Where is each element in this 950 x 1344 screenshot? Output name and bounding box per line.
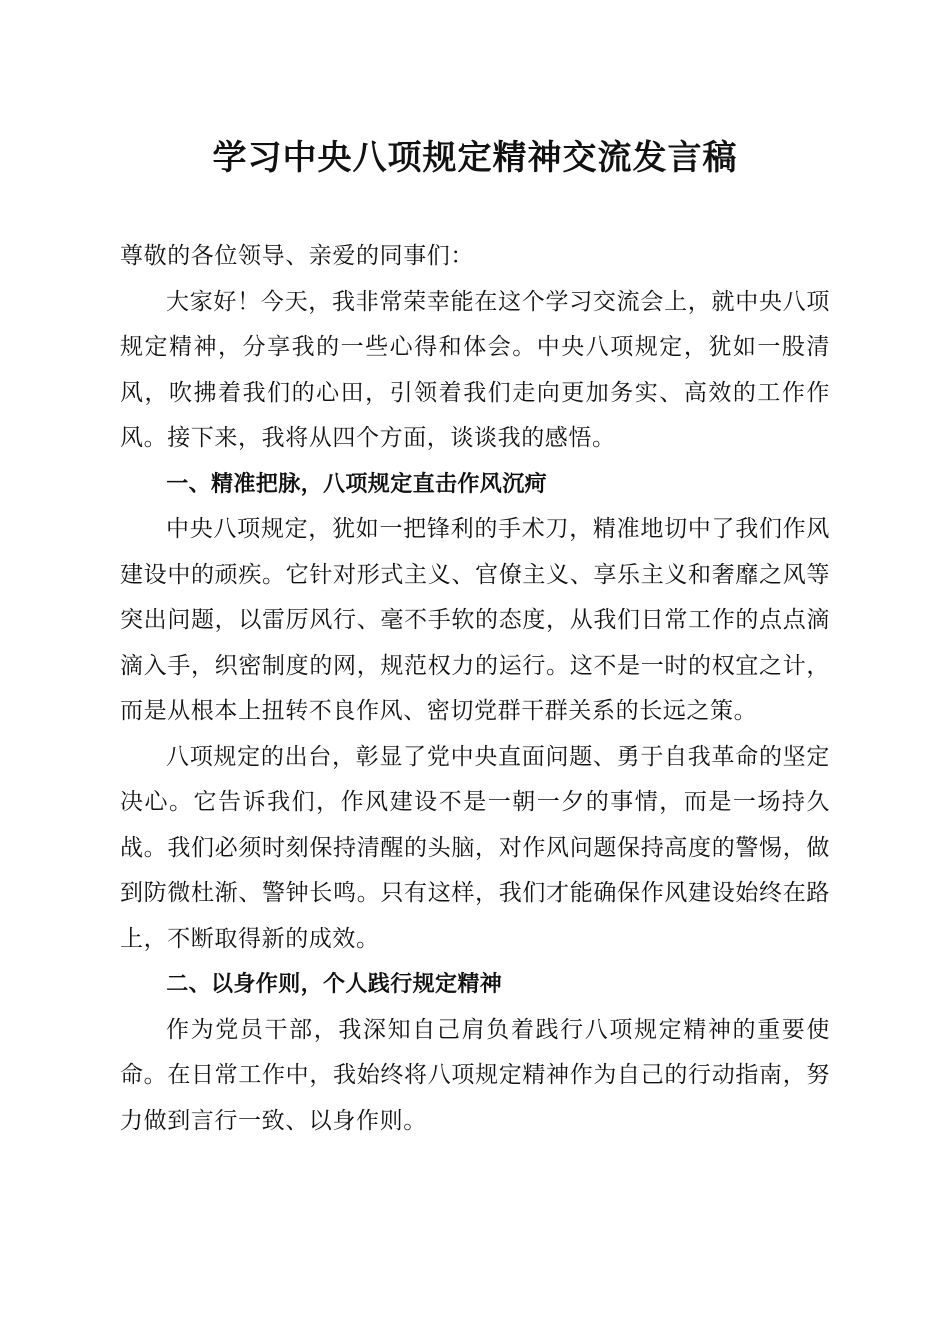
document-title: 学习中央八项规定精神交流发言稿 [212,138,738,178]
section-heading-2: 二、以身作则，个人践行规定精神 [166,972,503,997]
section-heading-1: 一、精准把脉，八项规定直击作风沉疴 [166,471,547,497]
section-2-paragraph-1: 作为党员干部，我深知自己肩负着践行八项规定精神的重要使命。在日常工作中，我始终将八项规定精神作为自己的行动指南，努力做到言行一致、以身作则。 [120,1016,830,1134]
section-1-paragraph-1: 中央八项规定，犹如一把锋利的手术刀，精准地切中了我们作风建设中的顽疾。它针对形式主义、官僚主义、享乐主义和奢靡之风等突出问题，以雷厉风行、毫不手软的态度，从我们日常工作的点点滴滴入手，织密制度的网，规范权力的运行。这不是一时的权宜之计，而是从根本上扭转不良作风、密切党群干群关系的长远之策。 [120,516,830,724]
document-body [120,234,830,1144]
salutation: 尊敬的各位领导、亲爱的同事们： [120,243,474,269]
section-1-paragraph-2: 八项规定的出台，彰显了党中央直面问题、勇于自我革命的坚定决心。它告诉我们，作风建设不是一朝一夕的事情，而是一场持久战。我们必须时刻保持清醒的头脑，对作风问题保持高度的警惕，做到防微杜渐、警钟长鸣。只有这样，我们才能确保作风建设始终在路上，不断取得新的成效。 [120,743,830,952]
opening-paragraph: 大家好！今天，我非常荣幸能在这个学习交流会上，就中央八项规定精神，分享我的一些心得和体会。中央八项规定，犹如一股清风，吹拂着我们的心田，引领着我们走向更加务实、高效的工作作风。接下来，我将从四个方面，谈谈我的感悟。 [120,288,830,451]
